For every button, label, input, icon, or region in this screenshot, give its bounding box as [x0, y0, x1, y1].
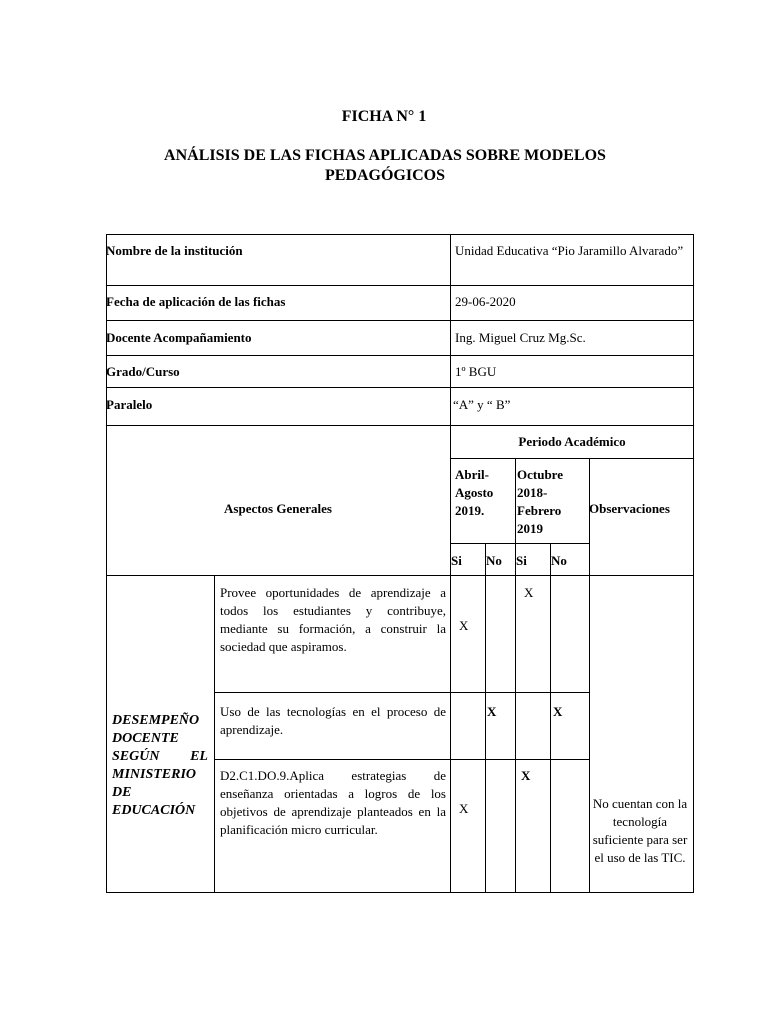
period2-header: Octubre 2018-Febrero 2019 — [517, 467, 563, 536]
section-label: DESEMPEÑO DOCENTE SEGÚN EL MINISTERIO DE EDUCACIÓN — [112, 713, 208, 818]
criterion-2: Uso de las tecnologías en el proceso de aprendizaje. — [220, 704, 446, 737]
p2-no-header: No — [551, 553, 567, 568]
date-value: 29-06-2020 — [455, 294, 516, 309]
parallel-value: “A” y “ B” — [453, 397, 511, 412]
p1-si-header: Si — [451, 553, 462, 568]
row1-p2-si: X — [524, 585, 534, 600]
parallel-label: Paralelo — [106, 397, 153, 412]
document-subtitle: ANÁLISIS DE LAS FICHAS APLICADAS SOBRE MODELOS PEDAGÓGICOS — [164, 147, 606, 184]
period1-header: Abril-Agosto 2019. — [455, 467, 494, 518]
row3-p1-si: X — [459, 801, 469, 816]
row3-p2-si: X — [521, 768, 531, 783]
criterion-1: Provee oportunidades de aprendizaje a todos los estudiantes y contribuye, mediante su formación, a construir la sociedad que aspiramos. — [220, 585, 446, 654]
teacher-value: Ing. Miguel Cruz Mg.Sc. — [455, 330, 586, 345]
aspectos-header: Aspectos Generales — [224, 501, 332, 516]
row2-p1-no: X — [487, 704, 497, 719]
observaciones-header: Observaciones — [589, 501, 670, 516]
criterion-3: D2.C1.DO.9.Aplica estrategias de enseñanza orientadas a logros de los objetivos de aprendizaje planteados en la planificación micro curricular. — [220, 768, 446, 837]
row1-p1-si: X — [459, 618, 469, 633]
document-title: FICHA N° 1 — [341, 108, 427, 125]
p2-si-header: Si — [516, 553, 527, 568]
observation-text: No cuentan con la tecnología suficiente para ser el uso de las TIC. — [592, 796, 688, 865]
p1-no-header: No — [486, 553, 502, 568]
date-label: Fecha de aplicación de las fichas — [106, 294, 286, 309]
grade-value: 1º BGU — [455, 364, 497, 379]
teacher-label: Docente Acompañamiento — [106, 330, 252, 345]
periodo-header: Periodo Académico — [518, 434, 626, 449]
institution-value: Unidad Educativa “Pio Jaramillo Alvarado” — [455, 243, 684, 258]
grade-label: Grado/Curso — [106, 364, 180, 379]
institution-label: Nombre de la institución — [106, 243, 243, 258]
row2-p2-no: X — [553, 704, 563, 719]
